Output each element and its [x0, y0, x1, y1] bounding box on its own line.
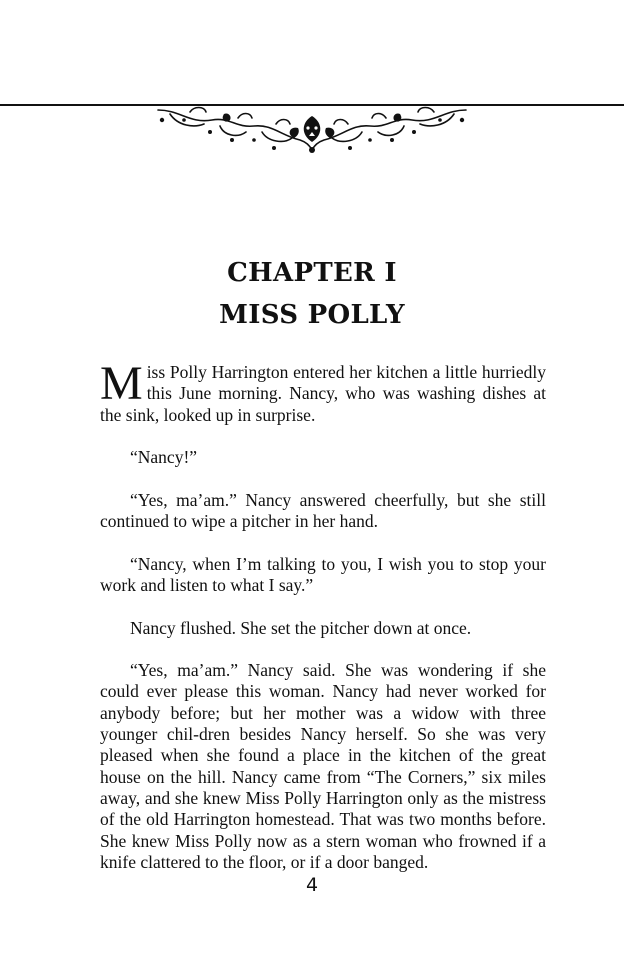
paragraph: “Yes, ma’am.” Nancy said. She was wondering if she could ever please this woman. Nancy had never worked for anybody before; but her mother was a widow with three younger chil-dren besides Nancy herself. So she was very pleased when she found a place in the kitchen of the great house on the hill. Nancy came from “The Corners,” six miles away, and she knew Miss Polly Harrington only as the mistress of the old Harrington homestead. That was two months before. She knew Miss Polly now as a stern woman who frowned if a knife clattered to the floor, or if a door banged. [100, 660, 546, 872]
chapter-number: CHAPTER I [227, 258, 397, 288]
paragraph: “Yes, ma’am.” Nancy answered cheerfully, but she still continued to wipe a pitcher in her hand. [100, 489, 546, 532]
paragraph: “Nancy, when I’m talking to you, I wish you to stop your work and listen to what I say.” [100, 553, 546, 595]
chapter-body [100, 357, 546, 894]
paragraph: “Nancy!” [130, 447, 198, 468]
chapter-heading [0, 252, 624, 336]
paragraph: Nancy flushed. She set the pitcher down at once. [130, 617, 472, 638]
page-number: 4 [305, 874, 319, 896]
paragraph [100, 357, 546, 426]
floral-ornament-icon [150, 106, 474, 156]
paragraph-text: iss Polly Harrington entered her kitchen a little hurriedly this June morning. Nancy, who was washing dishes at the sink, looked up in surprise. [100, 362, 546, 425]
chapter-title: MISS POLLY [219, 300, 405, 330]
drop-cap: M [100, 357, 143, 410]
